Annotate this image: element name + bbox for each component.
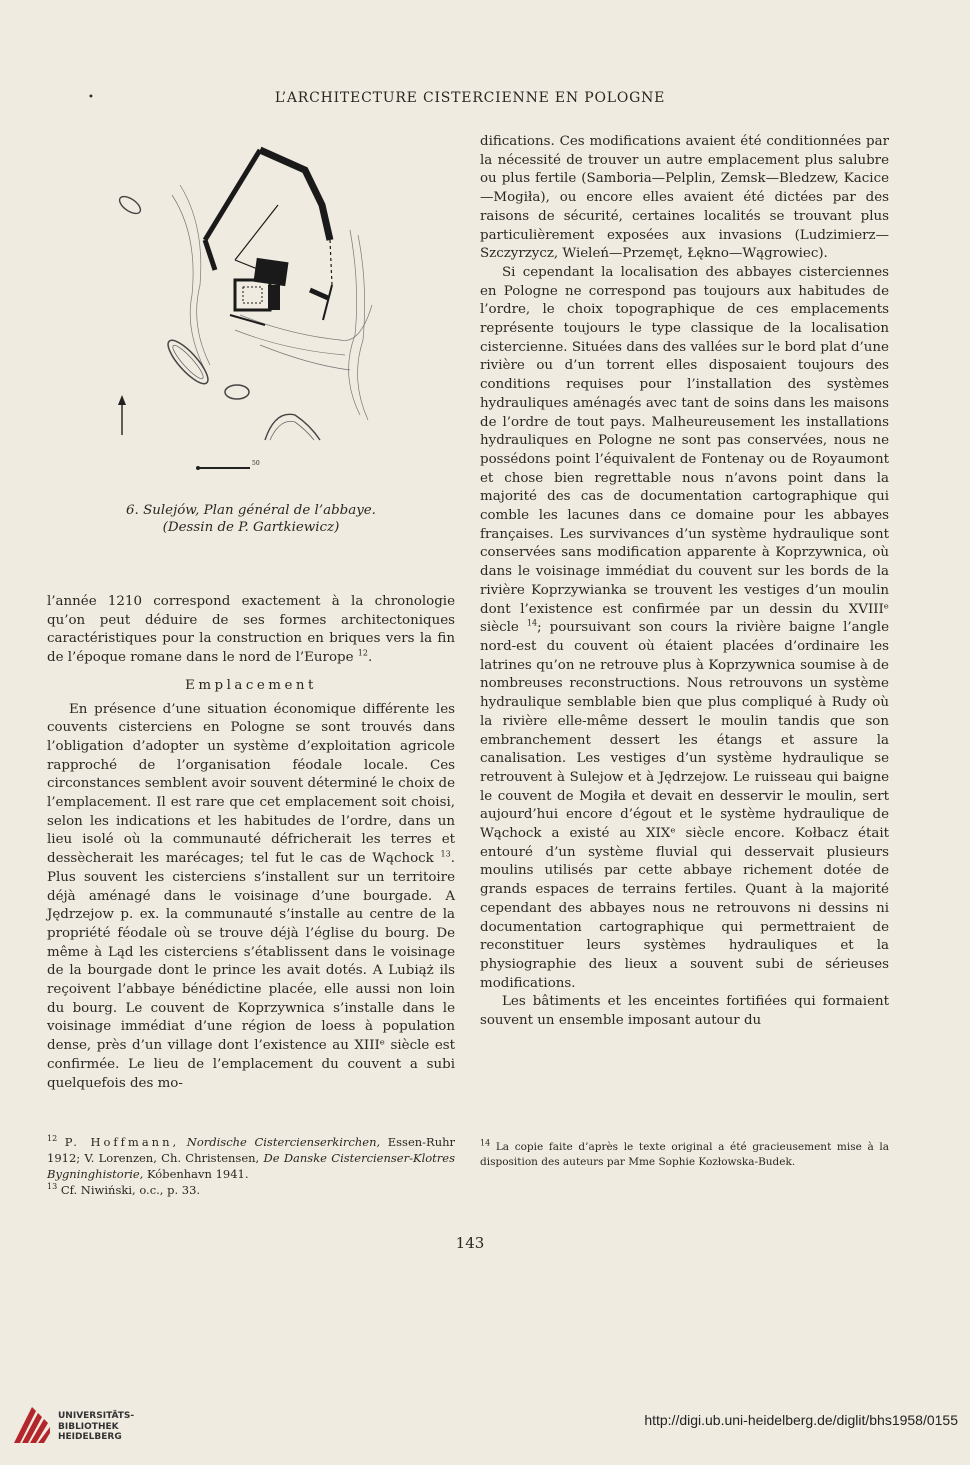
footnotes-left: [47, 1134, 455, 1198]
page-number: 143: [455, 1234, 485, 1252]
left-paragraph-1: [47, 593, 455, 668]
footnote-ref-12: 12: [357, 648, 368, 658]
left-p2-text-b: . Plus souvent les cisterciens s’installent sur un territoire déjà aménagé dans le voisinage d’une bourgade. A Jędrzejow p. ex. la communauté s’installe au centre de la propriété féodale où se trouve déjà l’église du bourg. De même à Ląd les cisterciens s’établissent dans le voisinage de la bourgade dont le prince les avait dotés. A Lubiąż ils reçoivent l’abbaye bénédictine placée, elle aussi non loin du bourg. Le couvent de Koprzywnica s’installe dans le voisinage immédiat d’une région de loess à population dense, près d’un village dont l’existence au XIIIᵉ siècle est confirmée. Le lieu de l’emplacement du couvent a subi quelquefois des mo-: [47, 851, 455, 1091]
footnote-14: [480, 1140, 889, 1170]
left-p1-text: l’année 1210 correspond exactement à la chronologie qu’on peut déduire de ses formes architectoniques caractéristiques pour la construction en briques vers la fin de l’époque romane dans le nord de l’Europe: [47, 594, 455, 666]
right-p2-text-a: Si cependant la localisation des abbayes cisterciennes en Pologne ne correspond pas toujours aux habitudes de l’ordre, le choix topographique de ces emplacements représente toujours le type classique de la localisation cistercienne. Situées dans des vallées sur le bord plat d’une rivière ou d’un torrent elles disposaient toujours des conditions requises pour l’installation des systèmes hydrauliques aménagés avec tant de soins dans les maisons de l’ordre de tout pays. Malheureusement les installations hydrauliques en Pologne ne sont pas conservées, nous ne possédons point l’équivalent de Fontenay ou de Royaumont et chose bien regrettable nous n’avons point dans la majorité des cas de documentation cartographique qui comble les lacunes dans ce domaine pour les abbayes françaises. Les survivances d’un système hydraulique sont conservées sans modification apparente à Koprzywnica, où dans le voisinage immédiat du couvent sur les bords de la rivière Koprzywianka se trouvent les vestiges d’un moulin dont l’existence est confirmée par un dessin du XVIIIᵉ siècle: [480, 264, 889, 636]
footnote-ref-13: 13: [440, 849, 451, 859]
footnote-12-title-1: Nordische Cistercienserkirchen,: [186, 1135, 381, 1149]
footnotes-right: [480, 1140, 889, 1170]
running-header: L’ARCHITECTURE CISTERCIENNE EN POLOGNE: [274, 90, 666, 106]
left-column: [47, 593, 455, 1093]
right-paragraph-2: [480, 264, 889, 993]
library-name-line-2: BIBLIOTHEK: [58, 1421, 119, 1432]
header-dot: •: [88, 92, 94, 103]
footnote-13-text: Cf. Niwiński, o.c., p. 33.: [60, 1183, 201, 1197]
footnote-12-rest-2: Kóbenhavn 1941.: [147, 1167, 249, 1181]
source-url-link[interactable]: http://digi.ub.uni-heidelberg.de/diglit/bhs1958/0155: [644, 1412, 958, 1428]
caption-line-2: (Dessin de P. Gartkiewicz): [162, 520, 340, 535]
right-paragraph-3: Les bâtiments et les enceintes fortifiées qui formaient souvent un ensemble imposant autour du: [480, 994, 889, 1029]
library-name-line-3: HEIDELBERG: [58, 1432, 122, 1442]
abbey-plan-figure: [110, 135, 410, 475]
right-paragraph-1: difications. Ces modifications avaient été conditionnées par la nécessité de trouver un autre emplacement plus salubre ou plus fertile (Samboria—Pelplin, Zemsk—Bledzew, Kacice—Mogiła), ou encore elles avaient été dictées par des raisons de sécurité, certaines localités se trouvant plus particulièrement exposées aux invasions (Ludzimierz—Szczyrzycz, Wieleń—Przemęt, Łękno—Wągrowiec).: [480, 134, 889, 262]
footnote-14-text: La copie faite d’après le texte original a été gracieusement mise à la disposition des auteurs par Mme Sophie Kozłowska-Budek.: [480, 1141, 889, 1168]
left-p2-text-a: En présence d’une situation économique différente les couvents cisterciens en Pologne se sont trouvés dans l’obligation d’adopter un système d’exploitation agricole rapproché de l’organisation féodale locale. Ces circonstances semblent avoir souvent déterminé le choix de l’emplacement. Il est rare que cet emplacement soit choisi, selon les indications et les habitudes de l’ordre, dans un lieu isolé où la communauté défricherait les terres et dessècherait les marécages; tel fut le cas de Wąchock: [47, 701, 455, 867]
footnote-13-number: 13: [47, 1182, 58, 1192]
left-p1-end: .: [367, 650, 373, 666]
footnote-12-title-2: De Danske Cistercienser-Klotres Bygninghistorie,: [47, 1151, 456, 1181]
right-column: [480, 133, 889, 1031]
footnote-12-rest-1: Essen-Ruhr 1912; V. Lorenzen, Ch. Christensen,: [47, 1135, 456, 1165]
library-logo-icon: [12, 1405, 52, 1445]
abbey-plan-drawing: [110, 135, 410, 475]
library-name: [58, 1411, 134, 1443]
footnote-ref-14: 14: [526, 618, 538, 628]
caption-line-1: 6. Sulejów, Plan général de l’abbaye.: [126, 503, 376, 518]
footnote-12-author: P. Hoffmann,: [64, 1135, 180, 1149]
footnote-12-number: 12: [47, 1134, 58, 1144]
footnote-12: [47, 1134, 455, 1182]
footnote-13: [47, 1182, 455, 1198]
section-title-emplacement: Emplacement: [185, 677, 317, 693]
figure-caption: [47, 502, 455, 536]
library-name-line-1: UNIVERSITÄTS-: [58, 1411, 135, 1421]
right-p2-text-b: ; poursuivant son cours la rivière baigne l’angle nord-est du couvent où étaient placées d’ordinaire les latrines qu’on ne retrouve plus à Koprzywnica soumise à de nombreuses reconstructions. Nous retrouvons un système hydraulique semblable bien que plus compliqué à Rudy où la rivière elle-même dessert le moulin tandis que son embranchement dessert les étangs et assure la canalisation. Les vestiges d’un système hydraulique se retrouvent à Sulejow et à Jędrzejow. Le ruisseau qui baigne le couvent de Mogiła et devait en desservir le moulin, sert aujourd’hui encore d’égout et le système hydraulique de Wąchock a existé au XIXᵉ siècle encore. Kołbacz était entouré d’un système fluvial qui desservait plusieurs moulins utilisés par cette abbaye richement dotée de grands espaces de terrains fertiles. Quant à la majorité cependant des abbayes nous ne retrouvons ni dessins ni documentation cartographique qui permettraient de reconstituer leurs systèmes hydrauliques et la physiographie des lieux a souvent subi de sérieuses modifications.: [480, 620, 889, 991]
footnote-14-number: 14: [480, 1138, 491, 1148]
scale-label: 50: [252, 460, 260, 467]
left-paragraph-2: [47, 701, 455, 1094]
